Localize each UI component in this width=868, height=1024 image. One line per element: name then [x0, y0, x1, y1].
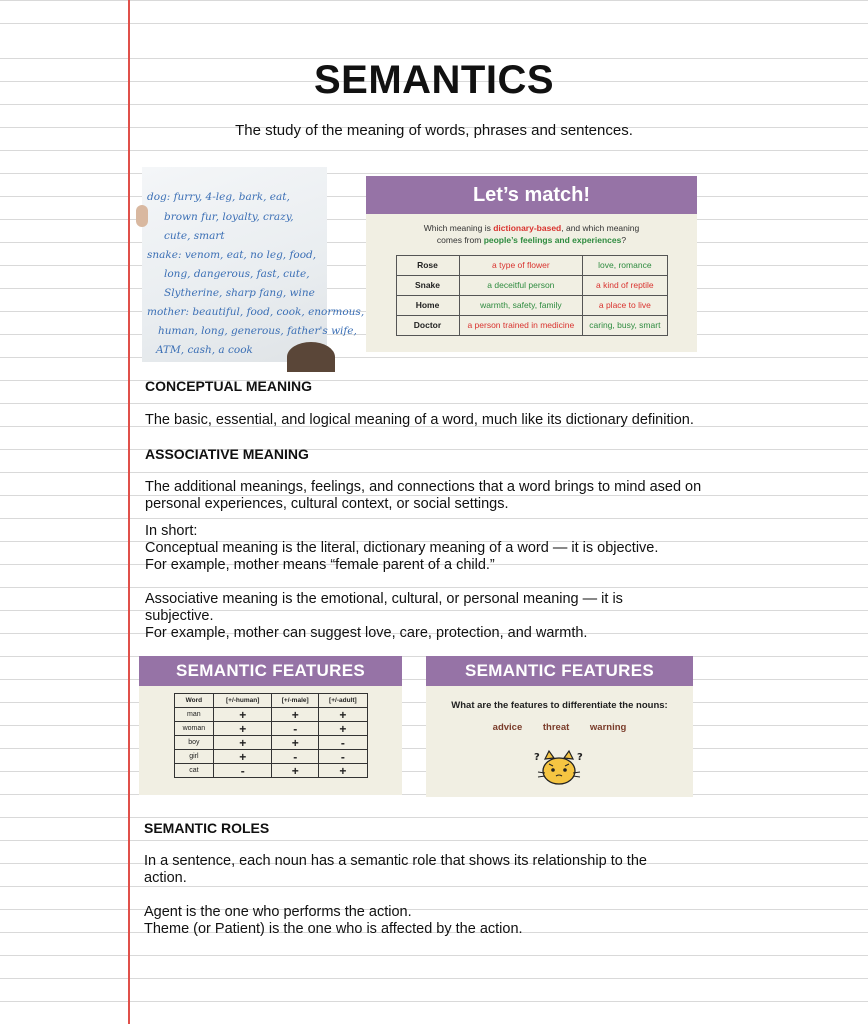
- whiteboard-line: Slytherine, sharp fang, wine: [164, 287, 315, 299]
- notebook-margin-line: [128, 0, 130, 1024]
- noun-item: advice: [492, 722, 523, 733]
- column-header: [+/-adult]: [319, 694, 367, 708]
- question-text: Which meaning is: [423, 223, 494, 233]
- thinking-cat-icon: [531, 749, 591, 789]
- question-highlight-red: dictionary-based: [493, 223, 562, 233]
- feature-sign: -: [272, 722, 319, 736]
- semantic-features-nouns-card: [426, 656, 693, 797]
- text-line: For example, mother can suggest love, care, protection, and warmth.: [145, 625, 588, 641]
- match-green-meaning: love, romance: [583, 256, 667, 276]
- text-line: Conceptual meaning is the literal, dictionary meaning of a word — it is objective.: [145, 540, 659, 556]
- text-line: action.: [144, 870, 187, 886]
- table-row: [174, 708, 367, 722]
- page-subtitle: The study of the meaning of words, phrases and sentences.: [235, 122, 633, 139]
- question-text: comes from: [436, 235, 484, 245]
- text-line: In a sentence, each noun has a semantic role that shows its relationship to the: [144, 853, 647, 869]
- feature-sign: +: [272, 708, 319, 722]
- feature-word: woman: [174, 722, 214, 736]
- match-green-meaning: a deceitful person: [459, 276, 583, 296]
- whiteboard-line: long, dangerous, fast, cute,: [164, 268, 310, 280]
- table-row: [396, 256, 667, 276]
- column-header: Word: [174, 694, 214, 708]
- table-row: [174, 722, 367, 736]
- question-text: , and which meaning: [561, 223, 640, 233]
- conceptual-heading: CONCEPTUAL MEANING: [145, 378, 312, 394]
- feature-word: boy: [174, 736, 214, 750]
- blank-line: [145, 574, 658, 591]
- whiteboard-line: mother: beautiful, food, cook, enormous,: [147, 306, 365, 318]
- semantic-features-table-card: [139, 656, 402, 795]
- page-title: SEMANTICS: [313, 58, 555, 102]
- conceptual-text: The basic, essential, and logical meaning of a word, much like its dictionary definition.: [145, 412, 694, 428]
- lets-match-card: [366, 176, 697, 352]
- match-green-meaning: caring, busy, smart: [583, 316, 667, 336]
- features-table-header: SEMANTIC FEATURES: [139, 656, 402, 686]
- noun-list: [426, 722, 693, 733]
- whiteboard-line: human, long, generous, father's wife,: [158, 325, 357, 337]
- match-word: Doctor: [396, 316, 459, 336]
- whiteboard-hand: [136, 205, 148, 227]
- lets-match-question: [366, 222, 697, 246]
- table-row: [174, 764, 367, 778]
- svg-text:?: ?: [534, 752, 540, 763]
- whiteboard-line: snake: venom, eat, no leg, food,: [147, 249, 317, 261]
- feature-sign: +: [272, 736, 319, 750]
- whiteboard-photo: [142, 167, 365, 362]
- text-line: personal experiences, cultural context, or social settings.: [145, 496, 509, 512]
- lets-match-header: Let’s match!: [366, 176, 697, 214]
- feature-sign: +: [319, 722, 367, 736]
- svg-text:?: ?: [577, 752, 583, 763]
- feature-sign: +: [214, 736, 272, 750]
- match-red-meaning: a type of flower: [459, 256, 583, 276]
- column-header: [+/-human]: [214, 694, 272, 708]
- associative-text: [145, 479, 701, 513]
- feature-sign: +: [214, 708, 272, 722]
- table-row: [396, 276, 667, 296]
- table-row: [396, 296, 667, 316]
- student-head: [287, 342, 335, 372]
- whiteboard-line: brown fur, loyalty, crazy,: [164, 211, 294, 223]
- table-row: [396, 316, 667, 336]
- feature-sign: -: [214, 764, 272, 778]
- feature-word: cat: [174, 764, 214, 778]
- whiteboard-line: dog: furry, 4-leg, bark, eat,: [147, 191, 290, 203]
- feature-sign: -: [319, 750, 367, 764]
- match-word: Snake: [396, 276, 459, 296]
- feature-sign: -: [272, 750, 319, 764]
- associative-heading: ASSOCIATIVE MEANING: [145, 446, 309, 462]
- match-word: Rose: [396, 256, 459, 276]
- noun-item: threat: [542, 722, 570, 733]
- feature-word: man: [174, 708, 214, 722]
- match-red-meaning: a person trained in medicine: [459, 316, 583, 336]
- text-line: Agent is the one who performs the action.: [144, 904, 412, 920]
- match-word: Home: [396, 296, 459, 316]
- features-question: What are the features to differentiate the nouns:: [451, 700, 668, 711]
- text-line: Associative meaning is the emotional, cultural, or personal meaning — it is: [145, 591, 623, 607]
- text-line: For example, mother means “female parent of a child.”: [145, 557, 495, 573]
- text-line: In short:: [145, 523, 198, 539]
- feature-sign: +: [272, 764, 319, 778]
- match-table: [396, 255, 668, 336]
- feature-sign: +: [214, 750, 272, 764]
- match-red-meaning: a place to live: [583, 296, 667, 316]
- in-short-block: [145, 523, 658, 642]
- table-row: [174, 750, 367, 764]
- match-green-meaning: warmth, safety, family: [459, 296, 583, 316]
- feature-sign: +: [319, 764, 367, 778]
- table-row: [174, 736, 367, 750]
- column-header: [+/-male]: [272, 694, 319, 708]
- question-highlight-green: people’s feelings and experiences: [483, 235, 622, 245]
- features-table: [174, 693, 368, 778]
- text-line: subjective.: [145, 608, 214, 624]
- feature-sign: +: [319, 708, 367, 722]
- table-header-row: [174, 694, 367, 708]
- text-line: Theme (or Patient) is the one who is affected by the action.: [144, 921, 523, 937]
- question-text: ?: [621, 235, 627, 245]
- text-line: The additional meanings, feelings, and connections that a word brings to mind ased on: [145, 479, 702, 495]
- features-nouns-header: SEMANTIC FEATURES: [426, 656, 693, 686]
- blank-line: [144, 887, 647, 904]
- whiteboard-line: ATM, cash, a cook: [156, 344, 253, 356]
- feature-word: girl: [174, 750, 214, 764]
- roles-text: [144, 853, 647, 938]
- roles-heading: SEMANTIC ROLES: [144, 820, 270, 836]
- feature-sign: -: [319, 736, 367, 750]
- whiteboard-line: cute, smart: [164, 230, 225, 242]
- feature-sign: +: [214, 722, 272, 736]
- match-red-meaning: a kind of reptile: [583, 276, 667, 296]
- noun-item: warning: [589, 722, 627, 733]
